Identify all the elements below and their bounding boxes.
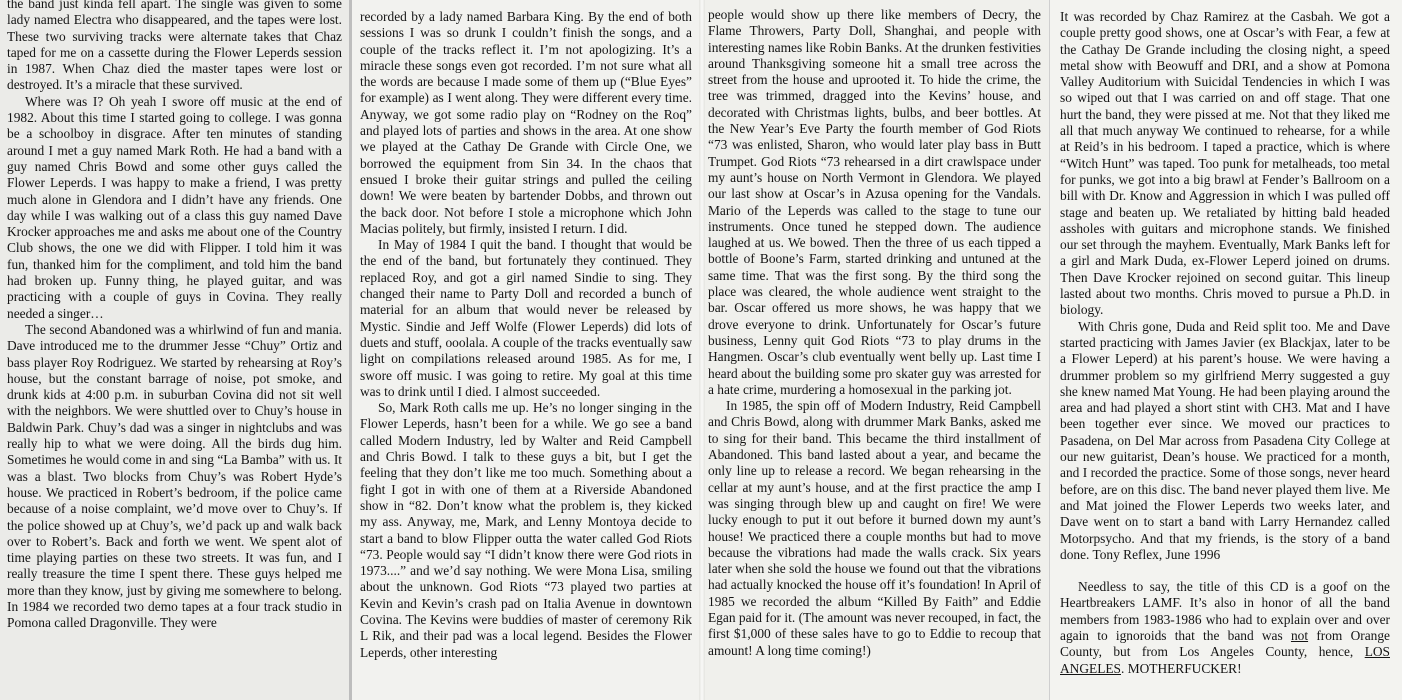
- column-3: [708, 7, 1041, 700]
- page-1: [0, 0, 349, 700]
- page-3: [701, 0, 1050, 700]
- underlined-not: not: [1290, 627, 1309, 643]
- page-2: [352, 0, 701, 700]
- page-4: [1050, 0, 1402, 700]
- note-text: from Orange County, but from Los Angeles County, hence,: [1060, 627, 1390, 660]
- paragraph: people would show up there like members of Decry, the Flame Throwers, Party Doll, Shanghai, and people with interesting names like Robin Banks. At the drunken festivities around Thanksgiving someone hit a small tree across the street from the house and uprooted it. To hide the crime, the tree was trimmed, dragged into the Kevins’ house, and decorated with Christmas lights, bulbs, and beer bottles. At the New Year’s Eve Party the fourth member of God Riots “73 was enlisted, Sharon, who would later play bass in Butt Trumpet. God Riots “73 rehearsed in a dirt crawlspace under my aunt’s house on North Vermont in Glendora. We played our last show at Oscar’s in Azusa opening for the Vandals. Mario of the Leperds was called to the stage to tune our instruments. Once tuned he stepped down. The audience laughed at us. We bowed. Then the three of us each tipped a bottle of Boone’s Farm, started drinking and untuned at the same time. That was the first song. By the third song the place was cleared, the whole audience went straight to the bar. Oscar offered us more shows, he was happy that we drove everyone to drink. Unfortunately for Oscar’s future business, Lenny quit God Riots “73 to play drums in the Hangmen. Oscar’s club eventually went belly up. Last time I heard about the building some pro skater guy was arrested for a hate crime, murdering a homosexual in the parking jot.: [708, 7, 1041, 397]
- paragraph: The second Abandoned was a whirlwind of fun and mania. Dave introduced me to the drummer Jesse “Chuy” Ortiz and bass player Roy Rodriguez. We started by rehearsing at Roy’s house, but the constant barrage of noise, pot smoke, and drunk kids at 4:00 p.m. in suburban Covina did not sit well with the neighbors. We were shuttled over to Chuy’s house in Baldwin Park. Chuy’s dad was a singer in nightclubs and was really hip to what we were doing. All the birds dug him. Sometimes he would come in and sing “La Bamba” with us. It was a blast. Two blocks from Chuy’s was Robert Hyde’s house. We practiced in Robert’s bedroom, if the police came because of a noise complaint, we’d move over to Chuy’s. If the police showed up at Chuy’s, we’d pack up and walk back over to Robert’s. Back and forth we went. We spent alot of time playing parties on these two streets. It was fun, and I really treasure the time I spent there. These guys helped me more than they know, just by giving me somewhere to belong. In 1984 we recorded two demo tapes at a four track studio in Pomona called Dragonville. They were: [7, 321, 342, 631]
- column-2: [360, 9, 692, 700]
- note-text: . MOTHERFUCKER!: [1121, 660, 1242, 676]
- paragraph: With Chris gone, Duda and Reid split too. Me and Dave started practicing with James Javier (ex Blackjax, later to be a Flower Leperd) at his parent’s house. We were having a drummer problem so my girlfriend Merry suggested a guy she knew named Mat Young. He had been playing around the area and had played a short stint with CH3. Mat and I have been together ever since. We moved our practices to Pasadena, on Del Mar across from Pasadena City College at our new guitarist, Dean’s house. We practiced for a month, and I recorded the practice. Some of those songs, never heard before, are on this disc. The band never played them live. Me and Mat joined the Flower Leperds two weeks later, and Dave went on to start a band with Larry Hernandez called Motorpsycho. And that my friends, is the story of a band done. Tony Reflex, June 1996: [1060, 318, 1390, 562]
- center-fold: [699, 0, 705, 700]
- closing-note: [1060, 579, 1390, 677]
- paragraph: So, Mark Roth calls me up. He’s no longer singing in the Flower Leperds, hasn’t been for a while. We go see a band called Modern Industry, led by Walter and Reid Campbell and Chris Bowd. I talk to these guys a bit, but I get the feeling that they don’t like me too much. Something about a fight I got in with one of them at a Riverside Abandoned show in “82. Don’t know what the problem is, they kicked my ass. Anyway, me, Mark, and Lenny Montoya decide to start a band to blow Flipper outta the water called God Riots “73. People would say “I didn’t know there were God riots in 1973....” and we’d say nothing. We were Mona Lisa, smiling about the unknown. God Riots “73 played two parties at Kevin and Kevin’s crash pad on Italia Avenue in downtown Covina. The Kevins were buddies of master of ceremony Rik L Rik, and their pad was a local legend. Besides the Flower Leperds, other interesting: [360, 400, 692, 660]
- paragraph: the band just kinda fell apart. The single was given to some lady named Electra who disappeared, and the tapes were lost. These two surviving tracks were alternate takes that Chaz taped for me on a cassette during the Flower Leperds session in 1987. When Chaz died the master tapes were lost or destroyed. It’s a miracle that these survived.: [7, 0, 342, 93]
- paragraph: It was recorded by Chaz Ramirez at the Casbah. We got a couple pretty good shows, one at Oscar’s with Fear, a few at the Cathay De Grande including the closing night, a speed metal show with Beowuff and DRI, and a show at Pomona Valley Auditorium with Suicidal Tendencies in which I was so wiped out that I was carried on and off stage. That one hurt the band, they were pissed at me. Not that they liked me all that much anyway We continued to rehearse, for a while at Reid’s in his bedroom. I taped a practice, which is where “Witch Hunt” was taped. Too punk for metalheads, too metal for punks, we got into a big brawl at Fender’s Ballroom on a bill with Dr. Know and Aggression in which I was pulled off stage and beaten up. We retaliated by hitting bald headed assholes with guitars and microphone stands. We finished our set through the mayhem. Eventually, Mark Banks left for a girl and Mark Duda, ex-Flower Leperd joined on drums. Then Dave Krocker rejoined on second guitar. This lineup lasted about two months. Chris moved to pursue a Ph.D. in biology.: [1060, 9, 1390, 318]
- paragraph: Where was I? Oh yeah I swore off music at the end of 1982. About this time I started going to college. I was gonna be a schoolboy in disgrace. After ten minutes of standing around I met a guy named Mark Roth. He had a band with a guy named Chris Bowd and some other guys called the Flower Leperds. I was happy to make a friend, I was pretty much alone in Glendora and I didn’t have any friends. One day while I was walking out of a class this guy named Dave Krocker approaches me and asks me about one of the Country Club shows, the one we did with Flipper. I told him it was fun, thanked him for the compliment, and told him the band had broken up. Funny thing, he played guitar, and was practicing with a couple of guys in Covina. They really needed a singer…: [7, 93, 342, 321]
- column-4: [1060, 9, 1390, 700]
- paragraph: In May of 1984 I quit the band. I thought that would be the end of the band, but fortunately they continued. They replaced Roy, and got a girl named Sindie to sing. They changed their name to Party Doll and recorded a bunch of material for an album that would never be released by Mystic. Sindie and Jeff Wolfe (Flower Leperds) did lots of duets and stuff, ooolala. A couple of the tracks eventually saw light on compilations released around 1985. As for me, I swore off music. I was going to retire. My goal at this time was to drink until I died. I almost succeeded.: [360, 237, 692, 399]
- paragraph: In 1985, the spin off of Modern Industry, Reid Campbell and Chris Bowd, along with drummer Mark Banks, asked me to sing for their band. This became the third installment of Abandoned. This band lasted about a year, and became the only line up to release a record. We began rehearsing in the cellar at my aunt’s house, and at the first practice the amp I was singing through blew up and caught on fire! We were lucky enough to put it out before it burned down my aunt’s house! We practiced there a couple months but had to move because the vibrations had made the walls crack. Six years later when she sold the house we found out that the vibrations had actually knocked the house off it’s foundation! In April of 1985 we recorded the album “Killed By Faith” and Eddie Egan paid for it. (The amount was never recouped, in fact, the first $1,000 of these sales have to go to Eddie to recoup that amount! A long time coming!): [708, 398, 1041, 658]
- paragraph: recorded by a lady named Barbara King. By the end of both sessions I was so drunk I couldn’t finish the songs, and a couple of the tracks reflect it. I’m not apologizing. It’s a miracle these songs even got recorded. I’m not sure what all the words are because I made some of them up (“Blue Eyes” for example) as I went along. They were different every time. Anyway, we got some radio play on “Rodney on the Roq” and played lots of parties and shows in the area. At one show we played at the Cathay De Grande with Circle One, we borrowed the equipment from Sin 34. In the chaos that ensued I broke their guitar strings and pulled the ceiling down! We were beaten by bartender Dobbs, and thrown out the back door. Not before I stole a microphone which John Macias politely, but firmly, insisted I return. I did.: [360, 9, 692, 236]
- underlined-los-angeles: LOS ANGELES: [1060, 644, 1390, 676]
- note-text: Needless to say, the title of this CD is a goof on the Heartbreakers LAMF. It’s also in honor of all the band members from 1983-1986 who had to explain over and over again to ignoroids that the band was: [1060, 579, 1390, 643]
- column-1: [7, 0, 342, 700]
